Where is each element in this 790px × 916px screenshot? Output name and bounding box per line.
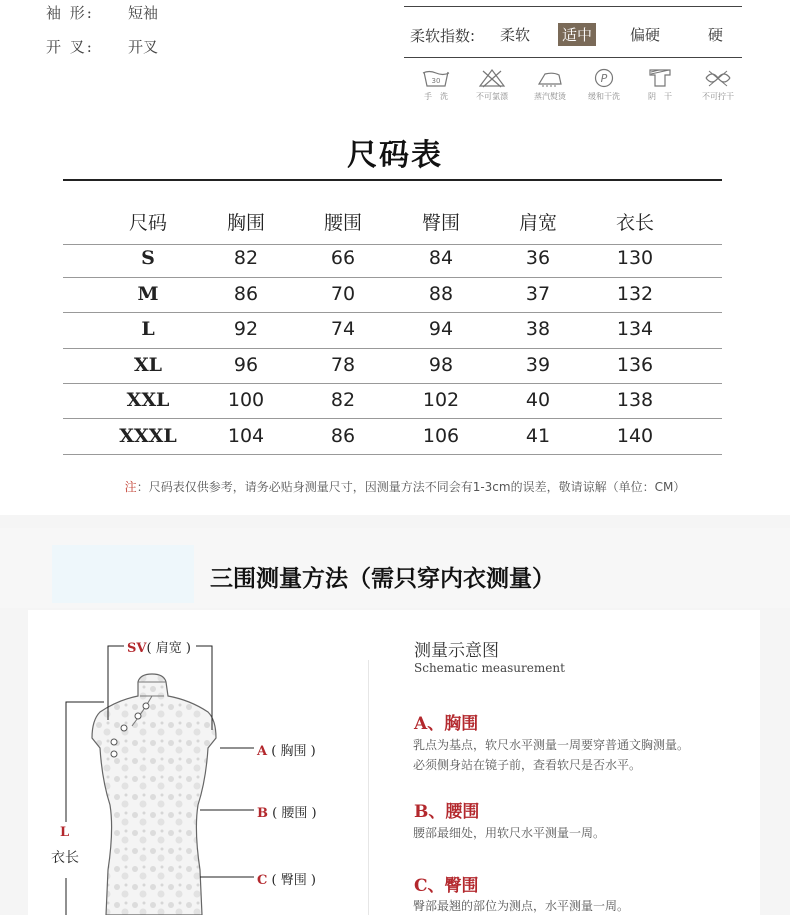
row-divider	[63, 383, 722, 384]
care-label: 蒸汽熨烫	[534, 92, 566, 101]
cell-shoulder: 41	[525, 425, 551, 447]
label-code: C	[257, 873, 268, 888]
dress-outline	[92, 674, 216, 915]
cell-hip: 106	[422, 425, 460, 447]
cell-shoulder: 39	[525, 354, 551, 376]
row-divider	[63, 312, 722, 313]
size-note	[0, 478, 790, 495]
softness-option: 偏硬	[630, 26, 661, 44]
label-l-text: 衣长	[51, 850, 79, 866]
label-c	[257, 869, 316, 888]
cell-shoulder: 38	[525, 318, 551, 340]
no-wring-icon	[703, 68, 733, 88]
measure-desc-waist	[413, 823, 605, 843]
cell-waist: 78	[330, 354, 356, 376]
cell-bust: 92	[233, 318, 259, 340]
cell-length: 138	[616, 389, 654, 411]
label-text: ( 胸围 )	[271, 744, 316, 759]
care-item	[470, 68, 514, 102]
care-label: 不可拧干	[702, 92, 734, 101]
header-length: 衣长	[615, 212, 654, 234]
cell-shoulder: 37	[525, 283, 551, 305]
cell-size: S	[141, 247, 155, 269]
measure-desc-bust	[413, 735, 689, 775]
row-divider	[63, 454, 722, 455]
shade-dry-icon	[645, 68, 675, 88]
wash-30-icon	[421, 68, 451, 88]
header-bust: 胸围	[226, 212, 265, 234]
panel-divider	[368, 660, 369, 915]
cell-hip: 84	[428, 247, 454, 269]
cell-bust: 86	[233, 283, 259, 305]
size-chart-title: 尺码表	[347, 138, 443, 173]
measure-heading-hip: C、臀围	[414, 876, 479, 896]
header-hip: 臀围	[421, 212, 460, 234]
note-prefix: 注	[124, 480, 137, 494]
care-item	[414, 68, 458, 102]
cell-hip: 102	[422, 389, 460, 411]
label-text: ( 腰围 )	[272, 806, 317, 821]
desc-line: 必须侧身站在镜子前，查看软尺是否水平。	[413, 758, 642, 772]
softness-label: 柔软指数:	[410, 27, 476, 45]
cell-size: XXXL	[119, 425, 177, 447]
care-label: 手 洗	[424, 92, 448, 101]
decor-box	[52, 545, 194, 603]
care-label: 不可氯漂	[476, 92, 508, 101]
dry-clean-icon	[589, 68, 619, 88]
care-label: 阴 干	[648, 92, 672, 101]
row-divider	[63, 277, 722, 278]
attr-key: 袖 形:	[46, 4, 94, 22]
title-divider	[63, 179, 722, 181]
cell-hip: 94	[428, 318, 454, 340]
cell-length: 140	[616, 425, 654, 447]
desc-line: 乳点为基点，软尺水平测量一周要穿普通文胸测量。	[413, 738, 690, 752]
desc-line: 臀部最翘的部位为测点，水平测量一周。	[413, 899, 630, 913]
measurement-title: 三围测量方法（需只穿内衣测量）	[210, 566, 555, 592]
cell-waist: 70	[330, 283, 356, 305]
label-code: L	[60, 825, 70, 840]
cell-size: XXL	[126, 389, 170, 411]
care-item	[528, 68, 572, 102]
care-item	[638, 68, 682, 102]
cell-waist: 74	[330, 318, 356, 340]
no-bleach-icon	[477, 68, 507, 88]
cell-hip: 88	[428, 283, 454, 305]
svg-text:30: 30	[431, 77, 441, 85]
care-item	[696, 68, 740, 102]
row-divider	[63, 418, 722, 419]
cell-bust: 82	[233, 247, 259, 269]
measure-desc-hip	[413, 896, 629, 916]
softness-option-selected: 适中	[558, 23, 596, 46]
measure-heading-bust: A、胸围	[414, 714, 479, 734]
note-text: ：尺码表仅供参考，请务必贴身测量尺寸，因测量方法不同会有1-3cm的误差，敬请谅解（单位：CM）	[136, 480, 686, 494]
care-item	[582, 68, 626, 102]
cell-size: M	[137, 283, 159, 305]
row-divider	[63, 348, 722, 349]
row-divider	[63, 244, 722, 245]
attr-key: 开 叉:	[46, 38, 94, 56]
header-shoulder: 肩宽	[518, 212, 557, 234]
cell-hip: 98	[428, 354, 454, 376]
label-text: ( 肩宽 )	[146, 641, 191, 656]
label-sv	[127, 637, 191, 656]
cell-shoulder: 36	[525, 247, 551, 269]
care-label: 缓和干洗	[588, 92, 620, 101]
cell-shoulder: 40	[525, 389, 551, 411]
softness-option: 硬	[708, 26, 724, 44]
measure-heading-waist: B、腰围	[414, 802, 480, 822]
cell-bust: 100	[227, 389, 265, 411]
svg-text:P: P	[600, 72, 608, 85]
desc-line: 腰部最细处，用软尺水平测量一周。	[413, 826, 606, 840]
steam-iron-icon	[535, 68, 565, 88]
label-a	[257, 740, 316, 759]
schematic-subtitle: Schematic measurement	[414, 661, 565, 675]
cell-bust: 104	[227, 425, 265, 447]
attr-slit	[46, 36, 158, 57]
attr-value: 短袖	[128, 4, 159, 22]
cell-length: 132	[616, 283, 654, 305]
label-code: SV	[127, 641, 147, 656]
softness-option: 柔软	[500, 26, 531, 44]
attr-sleeve	[46, 2, 158, 23]
header-waist: 腰围	[323, 212, 362, 234]
cell-waist: 82	[330, 389, 356, 411]
attr-value: 开叉	[128, 38, 159, 56]
label-code: B	[257, 806, 268, 821]
header-size: 尺码	[128, 212, 167, 234]
label-code: A	[257, 744, 268, 759]
cell-size: L	[141, 318, 155, 340]
label-l-code	[60, 825, 69, 840]
schematic-title: 测量示意图	[414, 641, 499, 661]
cell-length: 134	[616, 318, 654, 340]
cell-waist: 66	[330, 247, 356, 269]
cell-size: XL	[133, 354, 163, 376]
softness-index	[404, 6, 742, 58]
label-b	[257, 802, 317, 821]
cell-length: 130	[616, 247, 654, 269]
cell-waist: 86	[330, 425, 356, 447]
cell-bust: 96	[233, 354, 259, 376]
label-text: ( 臀围 )	[271, 873, 316, 888]
cell-length: 136	[616, 354, 654, 376]
